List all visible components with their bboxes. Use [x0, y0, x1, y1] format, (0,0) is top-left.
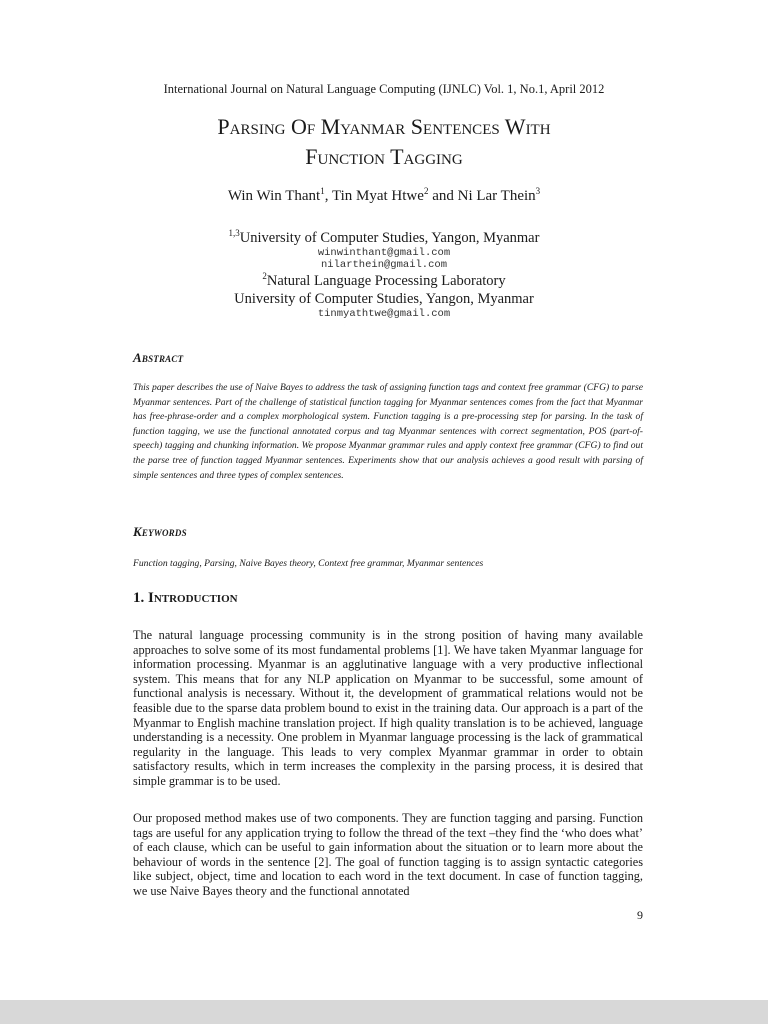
affiliation-1 [0, 229, 768, 271]
author-list [0, 188, 768, 205]
abstract-heading: Abstract [133, 350, 184, 365]
title-line-2: Function Tagging [305, 144, 463, 169]
title-line-1: Parsing Of Myanmar Sentences With [217, 114, 551, 139]
author-2-sup: 2 [423, 186, 429, 196]
introduction-heading: 1. Introduction [133, 590, 238, 606]
affiliation-2-sup: 2 [262, 271, 267, 281]
author-separator-2: and [428, 188, 458, 204]
intro-paragraph-1: The natural language processing community is in the strong position of having many available approaches to solve some of its most fundamental problems [1]. We have taken Myanmar language for information processing. Myanmar is an agglutinative language with a very productive inflectional system. This means that for any NLP application on Myanmar to be successful, some amount of functional analysis is necessary. Without it, the development of grammatical relations would not be feasible due to the sparse data problem bound to exist in the training data. Our approach is a part of the Myanmar to English machine translation project. If high quality translation is to be achieved, language understanding is a necessity. One problem in Myanmar language processing is the lack of grammatical regularity in the language. This leads to very complex Myanmar grammar in order to obtain satisfactory results, which in term increases the complexity in the parsing process, it is desired that simple grammar is to be used. [133, 628, 643, 788]
email-1: winwinthant@gmail.com [317, 247, 451, 259]
page-number: 9 [637, 908, 643, 922]
author-2: Tin Myat Htwe [331, 188, 424, 204]
journal-header: International Journal on Natural Language Computing (IJNLC) Vol. 1, No.1, April 2012 [163, 82, 605, 96]
author-1-sup: 1 [320, 186, 325, 196]
email-3: tinmyathtwe@gmail.com [317, 308, 451, 320]
affiliation-2-name-line-1: Natural Language Processing Laboratory [266, 273, 506, 289]
intro-paragraph-2: Our proposed method makes use of two components. They are function tagging and parsing. Function tags are useful for any application trying to follow the thread of the text –they find the ‘who does what’ of each clause, which can be useful to gain information about the situation or to learn more about the behaviour of words in the sentence [2]. The goal of function tagging is to assign syntactic categories like subject, object, time and location to each word in the text document. In case of function tagging, we use Naive Bayes theory and the functional annotated [133, 811, 643, 898]
keywords-heading: Keywords [133, 524, 187, 539]
author-3: Ni Lar Thein [457, 188, 536, 204]
affiliation-2-name-line-2: University of Computer Studies, Yangon, Myanmar [234, 291, 534, 307]
author-1: Win Win Thant [227, 188, 321, 204]
paper-title [0, 112, 768, 172]
abstract-text: This paper describes the use of Naive Bayes to address the task of assigning function tags and context free grammar (CFG) to parse Myanmar sentences. Part of the challenge of statistical function tagging for Myanmar sentences comes from the fact that Myanmar has free-phrase-order and a complex morphological system. Function tagging is a pre-processing step for parsing. In the task of function tagging, we use the functional annotated corpus and tag Myanmar sentences with correct segmentation, POS (part-of-speech) tagging and chunking information. We propose Myanmar grammar rules and apply context free grammar (CFG) to find out the parse tree of function tagged Myanmar sentences. Experiments show that our analysis achieves a good result with parsing of simple sentences and three types of complex sentences. [133, 382, 643, 481]
keywords-text: Function tagging, Parsing, Naive Bayes theory, Context free grammar, Myanmar sentences [133, 558, 484, 569]
affiliation-1-sup: 1,3 [228, 228, 240, 238]
author-3-sup: 3 [535, 186, 541, 196]
affiliation-2 [0, 272, 768, 320]
affiliation-1-name: University of Computer Studies, Yangon, Myanmar [239, 230, 540, 246]
author-separator-1: , [324, 188, 332, 204]
email-2: nilarthein@gmail.com [320, 259, 448, 271]
